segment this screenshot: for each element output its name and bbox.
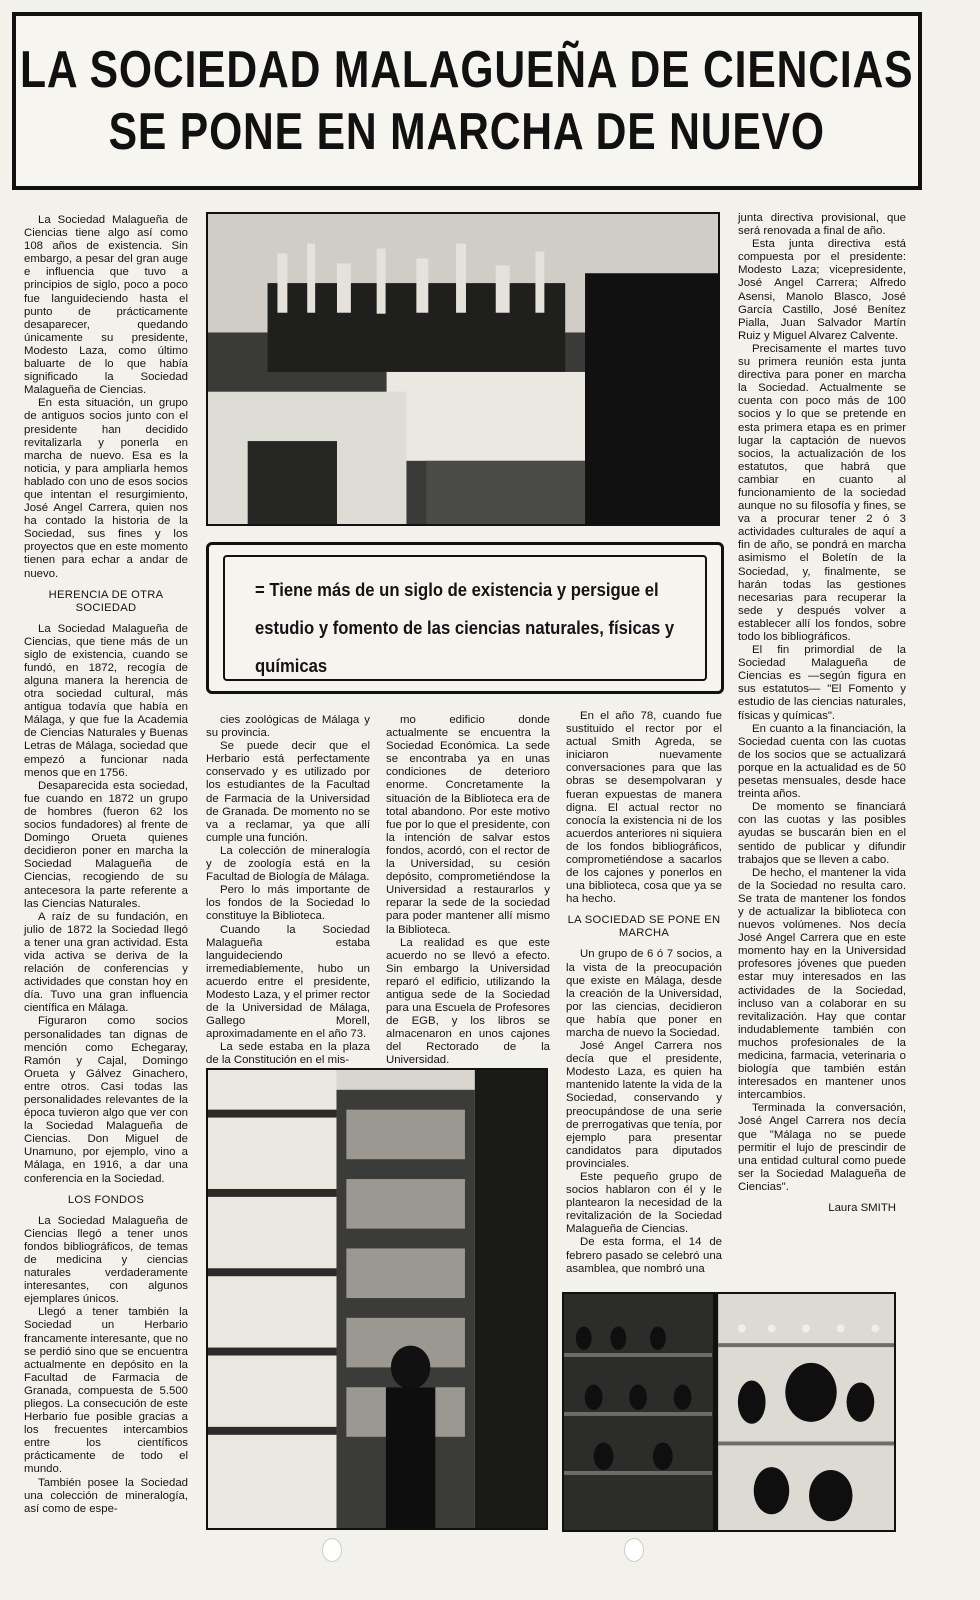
pull-quote-box (206, 542, 724, 694)
article-column-1 (24, 214, 188, 1540)
paragraph: Cuando la Sociedad Malagueña estaba languideciendo irremediablemente, hubo un acuerdo entre el presidente, Modesto Laza, y el primer rector de la Universidad de Málaga, Gallego Morell, aproximadamente en el año 73. (206, 923, 370, 1041)
paragraph: Desaparecida esta sociedad, fue cuando en 1872 un grupo de hombres (fueron 62 los socios fundadores) al frente de Domingo Orueta quienes decidieron poner en marcha la Sociedad Malagueña de Ciencias, recogiendo de su antecesora la parte referente a las Ciencias Naturales. (24, 779, 188, 910)
paragraph: Llegó a tener también la Sociedad un Herbario francamente interesante, que no se perdió sino que se encuentra actualmente en depósito en la Facultad de Farmacia de Granada, compuesta de 5.500 pliegos. La consecución de este Herbario fue posible gracias a los frecuentes intercambios entre los científicos prácticamente de todo el mundo. (24, 1306, 189, 1476)
paragraph: En cuanto a la financiación, la Sociedad cuenta con las cuotas de los socios que se actualizará porque en la actualidad es de 50 pesetas mensuales, desde hace treinta años. (738, 722, 906, 801)
paragraph: cies zoológicas de Málaga y su provincia. (206, 714, 370, 740)
paragraph: De hecho, el mantener la vida de la Sociedad no resulta caro. Se trata de mantener los fondos y de actualizar la biblioteca con nuevos volúmenes. Nos decía José Angel Carrera que en este momento hay en la Universidad profesores jóvenes que pueden estar muy interesados en las actividades de la Sociedad, incluso van a colaborar en su revitalización. Hay que contar indudablemente también con muchos profesionales de la medicina, farmacia, veterinaria o biología que también están interesados en mantener unos intercambios. (738, 866, 906, 1102)
bird-collection-illustration (564, 1294, 894, 1530)
paragraph: En esta situación, un grupo de antiguos socios junto con el presidente han decidido revitalizarla y ponerla en marcha de nuevo. Esa es la noticia, y para ampliarla hemos hablado con uno de esos socios que intentan el resurgimiento, José Angel Carrera, quien nos ha contado la historia de la Sociedad, sus fines y los proyectos que en este momento tienen para echar a andar de nuevo. (24, 397, 188, 580)
paragraph: El fin primordial de la Sociedad Malagueña de Ciencias es —según figura en sus estatutos— "El Fomento y estudio de las ciencias naturales, físicas y químicas". (738, 644, 906, 722)
article-column-2 (206, 714, 370, 1067)
headline-line-2: SE PONE EN MARCHA DE NUEVO (108, 103, 826, 161)
bird-collection-photo (562, 1292, 896, 1532)
article-column-4 (566, 710, 722, 1275)
punch-hole (322, 1538, 342, 1562)
author-signature: Laura SMITH (828, 1202, 896, 1215)
paragraph: José Angel Carrera nos decía que el presidente, Modesto Laza, es quien ha mantenido latente la vida de la Sociedad, conservando y preocupándose de una serie de prerrogativas que tenía, por ejemplo para presentar candidatos para diputados provinciales. (566, 1040, 722, 1170)
paragraph: Figuraron como socios personalidades tan dignas de mención como Echegaray, Ramón y Cajal, Domingo Orueta y Gálvez Ginachero, entre otros. Casi todas las personalidades relevantes de la época tuvieron algo que ver con la Sociedad Malagueña de Ciencias. Don Miguel de Unamuno, por ejemplo, vino a Málaga, en 1916, a dar una conferencia en la Sociedad. (24, 1015, 188, 1185)
paragraph: La Sociedad Malagueña de Ciencias, que tiene más de un siglo de existencia, cuando se fundó, en 1872, recogía de alguna manera la herencia de otra sociedad cultural, más antigua todavía que había en Málaga, y que fue la Academia de Ciencias Naturales y Buenas Letras de Málaga, sociedad que empezó a funcionar nada menos que en 1756. (24, 622, 188, 779)
paragraph: De esta forma, el 14 de febrero pasado se celebró una asamblea, que nombró una (566, 1236, 722, 1275)
subheading-en-marcha: LA SOCIEDAD SE PONE EN MARCHA (567, 914, 721, 940)
paragraph: Terminada la conversación, José Angel Carrera nos decía que "Málaga no se puede permitir el lujo de prescindir de una entidad cultural como puede ser la Sociedad Malagueña de Ciencias". (738, 1102, 906, 1193)
paragraph: En el año 78, cuando fue sustituido el rector por el actual Smith Agreda, se iniciaron nuevamente conversaciones para que las obras se desempolvaran y fueran expuestas de manera digna. El actual rector no conocía la existencia ni de los acuerdos anteriores ni siquiera de los fondos bibliográficos, comprometiéndose a sacarlos de los cajones y ponerlos en una biblioteca, cosa que ya se ha hecho. (566, 710, 722, 906)
paragraph: Precisamente el martes tuvo su primera reunión esta junta directiva para poner en marcha la Sociedad. Actualmente se cuenta con poco más de 100 socios y lo que se pretende en esta primera etapa es en primer lugar la captación de nuevos socios, la actualización de los estatutos, que habrá que cambiar en cuanto al funcionamiento de la sociedad aunque no su filosofía y fines, se va a procurar tener 2 ó 3 actividades culturales de aquí a fin de año, se pondrá en marcha asimismo el Boletín de la Sociedad, y, finalmente, se harán todas las gestiones necesarias para recuperar la sede y después volver a establecer allí los fondos, sobre todo los bibliográficos. (738, 342, 906, 643)
paragraph: A raíz de su fundación, en julio de 1872 la Sociedad llegó a tener una gran actividad. Esta vida activa se deriva de la relación de conferencias y actividades que constan hoy en día. Tuvo una gran influencia científica en Málaga. (24, 910, 188, 1015)
library-photo (206, 1068, 548, 1530)
headline-box (12, 12, 922, 190)
paragraph: De momento se financiará con las cuotas y las posibles ayudas se buscarán bien en el sentido de publicar y difundir trabajos que se lleven a cabo. (738, 801, 906, 866)
laboratory-photo (206, 212, 720, 526)
paragraph: Esta junta directiva está compuesta por el presidente: Modesto Laza; vicepresidente, José Angel Carrera; Alfredo Asensi, Manolo Blasco, José García Castillo, José Benítez Pialla, Juan Salvador Martín Ruiz y Miguel Alvarez Calvente. (738, 238, 906, 342)
article-column-3 (386, 714, 550, 1067)
paragraph: La sede estaba en la plaza de la Constitución en el mis- (206, 1041, 370, 1067)
paragraph: Este pequeño grupo de socios hablaron con él y le plantearon la necesidad de la revitalización de la Sociedad Malagueña de Ciencias. (566, 1171, 722, 1236)
paragraph: Un grupo de 6 ó 7 socios, a la vista de la preocupación que existe en Málaga, desde la creación de la Universidad, por las ciencias, decidieron que había que poner en marcha de nuevo la Sociedad. (566, 948, 722, 1039)
library-illustration (208, 1070, 546, 1528)
subheading-herencia: HERENCIA DE OTRA SOCIEDAD (48, 588, 164, 614)
paragraph: mo edificio donde actualmente se encuentra la Sociedad Económica. La sede se encontraba ya en unas condiciones de deterioro enorme. Concretamente la situación de la Biblioteca era de total abandono. Por este motivo fue por lo que el presidente, con la intención de salvar estos fondos, acordó, con el rector de la Universidad, su cesión depósito, comprometiéndose la Universidad a restaurarlos y reparar la sede de la sociedad para poder mantener allí mismo la Biblioteca. (386, 714, 550, 936)
paragraph: Se puede decir que el Herbario está perfectamente conservado y es utilizado por los estudiantes de la Facultad de Farmacia de la Universidad de Granada. De momento no se va a reclamar, ya que allí cumple una función. (206, 740, 370, 844)
punch-hole (624, 1538, 644, 1562)
pull-quote-inner (223, 555, 707, 681)
article-column-5 (738, 212, 906, 1272)
paragraph: También posee la Sociedad una colección de mineralogía, así como de espe- (24, 1476, 188, 1515)
headline-line-1: LA SOCIEDAD MALAGUEÑA DE CIENCIAS (20, 41, 914, 99)
laboratory-illustration (208, 214, 718, 524)
paragraph: Pero lo más importante de los fondos de la Sociedad lo constituye la Biblioteca. (206, 884, 370, 923)
paragraph: La realidad es que este acuerdo no se llevó a efecto. Sin embargo la Universidad reparó el edificio, utilizando la antigua sede de la Sociedad para una Escuela de Profesores de EGB, y los libros se almacenaron en unos cajones del Rectorado de la Universidad. (386, 936, 550, 1067)
pull-quote-text: = Tiene más de un siglo de existencia y persigue el estudio y fomento de las ciencias naturales, físicas y químicas (255, 579, 675, 676)
paragraph: La colección de mineralogía y de zoología está en la Facultad de Biología de Málaga. (206, 844, 370, 884)
paragraph: junta directiva provisional, que será renovada a final de año. (738, 212, 906, 238)
subheading-fondos: LOS FONDOS (67, 1193, 145, 1206)
paragraph: La Sociedad Malagueña de Ciencias tiene algo así como 108 años de existencia. Sin embargo, a pesar del gran auge e influencia que tuvo a principios de siglo, poco a poco fue languideciendo hasta el punto de prácticamente desaparecer, quedando únicamente su presidente, Modesto Laza, como último baluarte de lo que había significado la Sociedad Malagueña de Ciencias. (24, 214, 188, 397)
paragraph: La Sociedad Malagueña de Ciencias llegó a tener unos fondos bibliográficos, de temas de medicina y ciencias naturales verdaderamente interesantes, con algunos ejemplares únicos. (24, 1214, 188, 1306)
